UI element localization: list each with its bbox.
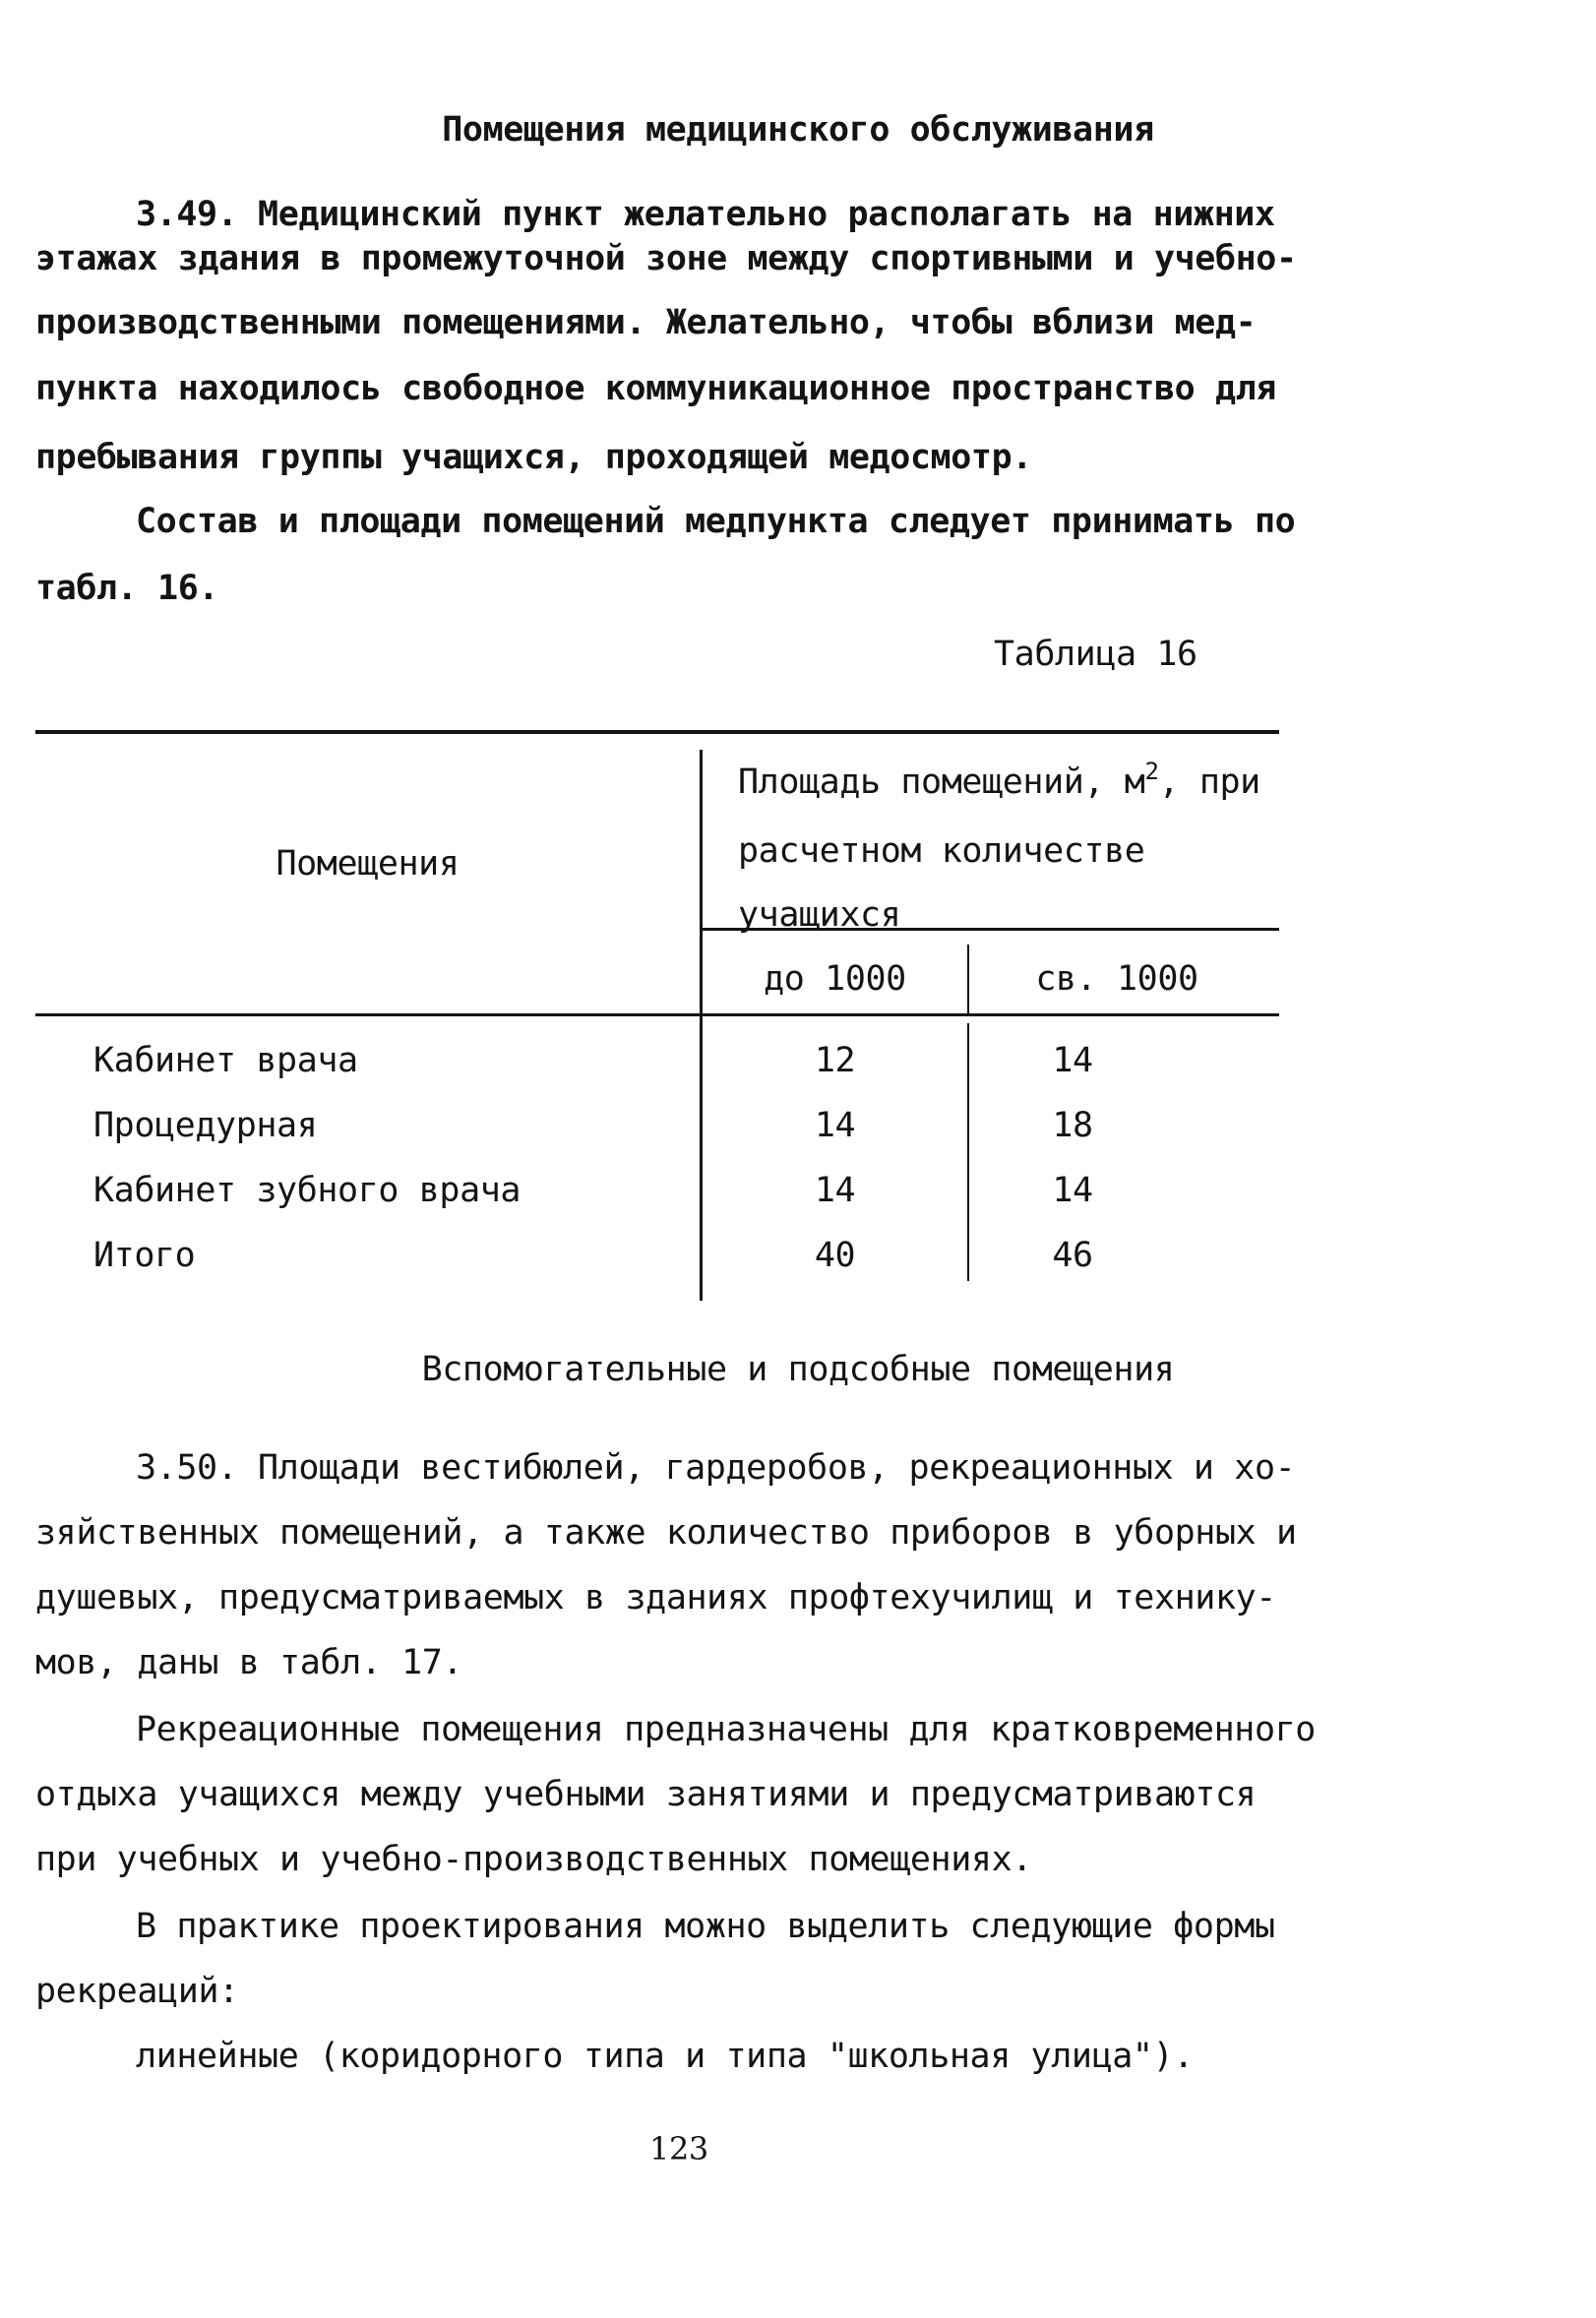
table-cell-room: Кабинет зубного врача xyxy=(93,1171,522,1210)
paragraph-line: душевых, предусматриваемых в зданиях профтехучилищ и технику- xyxy=(35,1578,1276,1617)
table-cell-over: 14 xyxy=(1052,1171,1093,1210)
paragraph-line: производственными помещениями. Желательно, чтобы вблизи мед- xyxy=(35,303,1257,342)
table-header-area-text: Площадь помещений, м xyxy=(738,762,1145,802)
paragraph-line: пребывания группы учащихся, проходящей медосмотр. xyxy=(35,438,1032,477)
table-cell-upto: 14 xyxy=(814,1171,856,1210)
paragraph-line: при учебных и учебно-производственных помещениях. xyxy=(35,1840,1032,1879)
paragraph-line: Рекреационные помещения предназначены для кратковременного xyxy=(136,1710,1316,1749)
table-header-area-line: учащихся xyxy=(738,895,901,935)
table-header-area-line: расчетном количестве xyxy=(738,831,1145,871)
table-column-divider xyxy=(700,750,703,1301)
table-caption: Таблица 16 xyxy=(994,635,1197,674)
paragraph-line: 3.49. Медицинский пункт желательно располагать на нижних xyxy=(136,195,1275,234)
table-cell-over: 18 xyxy=(1052,1106,1093,1145)
table-top-rule xyxy=(35,730,1279,734)
table-header-rooms: Помещения xyxy=(276,844,460,884)
page-number: 123 xyxy=(649,2130,708,2167)
table-header-area xyxy=(738,758,1260,802)
paragraph-line: пункта находилось свободное коммуникационное пространство для xyxy=(35,369,1276,408)
paragraph-line: зяйственных помещений, а также количество приборов в уборных и xyxy=(35,1513,1297,1553)
table-cell-upto: 14 xyxy=(814,1106,856,1145)
table-cell-upto: 40 xyxy=(814,1236,856,1275)
section-heading-auxiliary: Вспомогательные и подсобные помещения xyxy=(421,1350,1175,1389)
table-cell-upto: 12 xyxy=(814,1041,856,1080)
table-subheader-over: св. 1000 xyxy=(1035,959,1198,999)
paragraph-line: табл. 16. xyxy=(35,569,219,608)
table-header-area-sup: 2 xyxy=(1144,758,1159,785)
table-header-bottom-rule xyxy=(35,1013,1279,1016)
paragraph-linear: линейные (коридорного типа и типа "школьная улица"). xyxy=(136,2037,1194,2076)
table-cell-room: Кабинет врача xyxy=(93,1041,358,1080)
paragraph-line: В практике проектирования можно выделить следующие формы xyxy=(136,1907,1275,1946)
section-heading-medical: Помещения медицинского обслуживания xyxy=(442,110,1154,150)
table-cell-room: Итого xyxy=(93,1236,196,1275)
table-header-area-suffix: , при xyxy=(1158,762,1260,802)
paragraph-line: Состав и площади помещений медпункта следует принимать по xyxy=(136,502,1296,541)
table-cell-over: 46 xyxy=(1052,1236,1093,1275)
paragraph-line: отдыха учащихся между учебными занятиями и предусматриваются xyxy=(35,1775,1257,1814)
table-cell-over: 14 xyxy=(1052,1041,1093,1080)
paragraph-line: мов, даны в табл. 17. xyxy=(35,1643,463,1682)
paragraph-line: рекреаций: xyxy=(35,1972,239,2011)
table-subheader-upto: до 1000 xyxy=(764,959,906,999)
paragraph-line: 3.50. Площади вестибюлей, гардеробов, рекреационных и хо- xyxy=(136,1448,1296,1488)
paragraph-line: этажах здания в промежуточной зоне между спортивными и учебно- xyxy=(35,239,1297,278)
table-cell-room: Процедурная xyxy=(93,1106,318,1145)
